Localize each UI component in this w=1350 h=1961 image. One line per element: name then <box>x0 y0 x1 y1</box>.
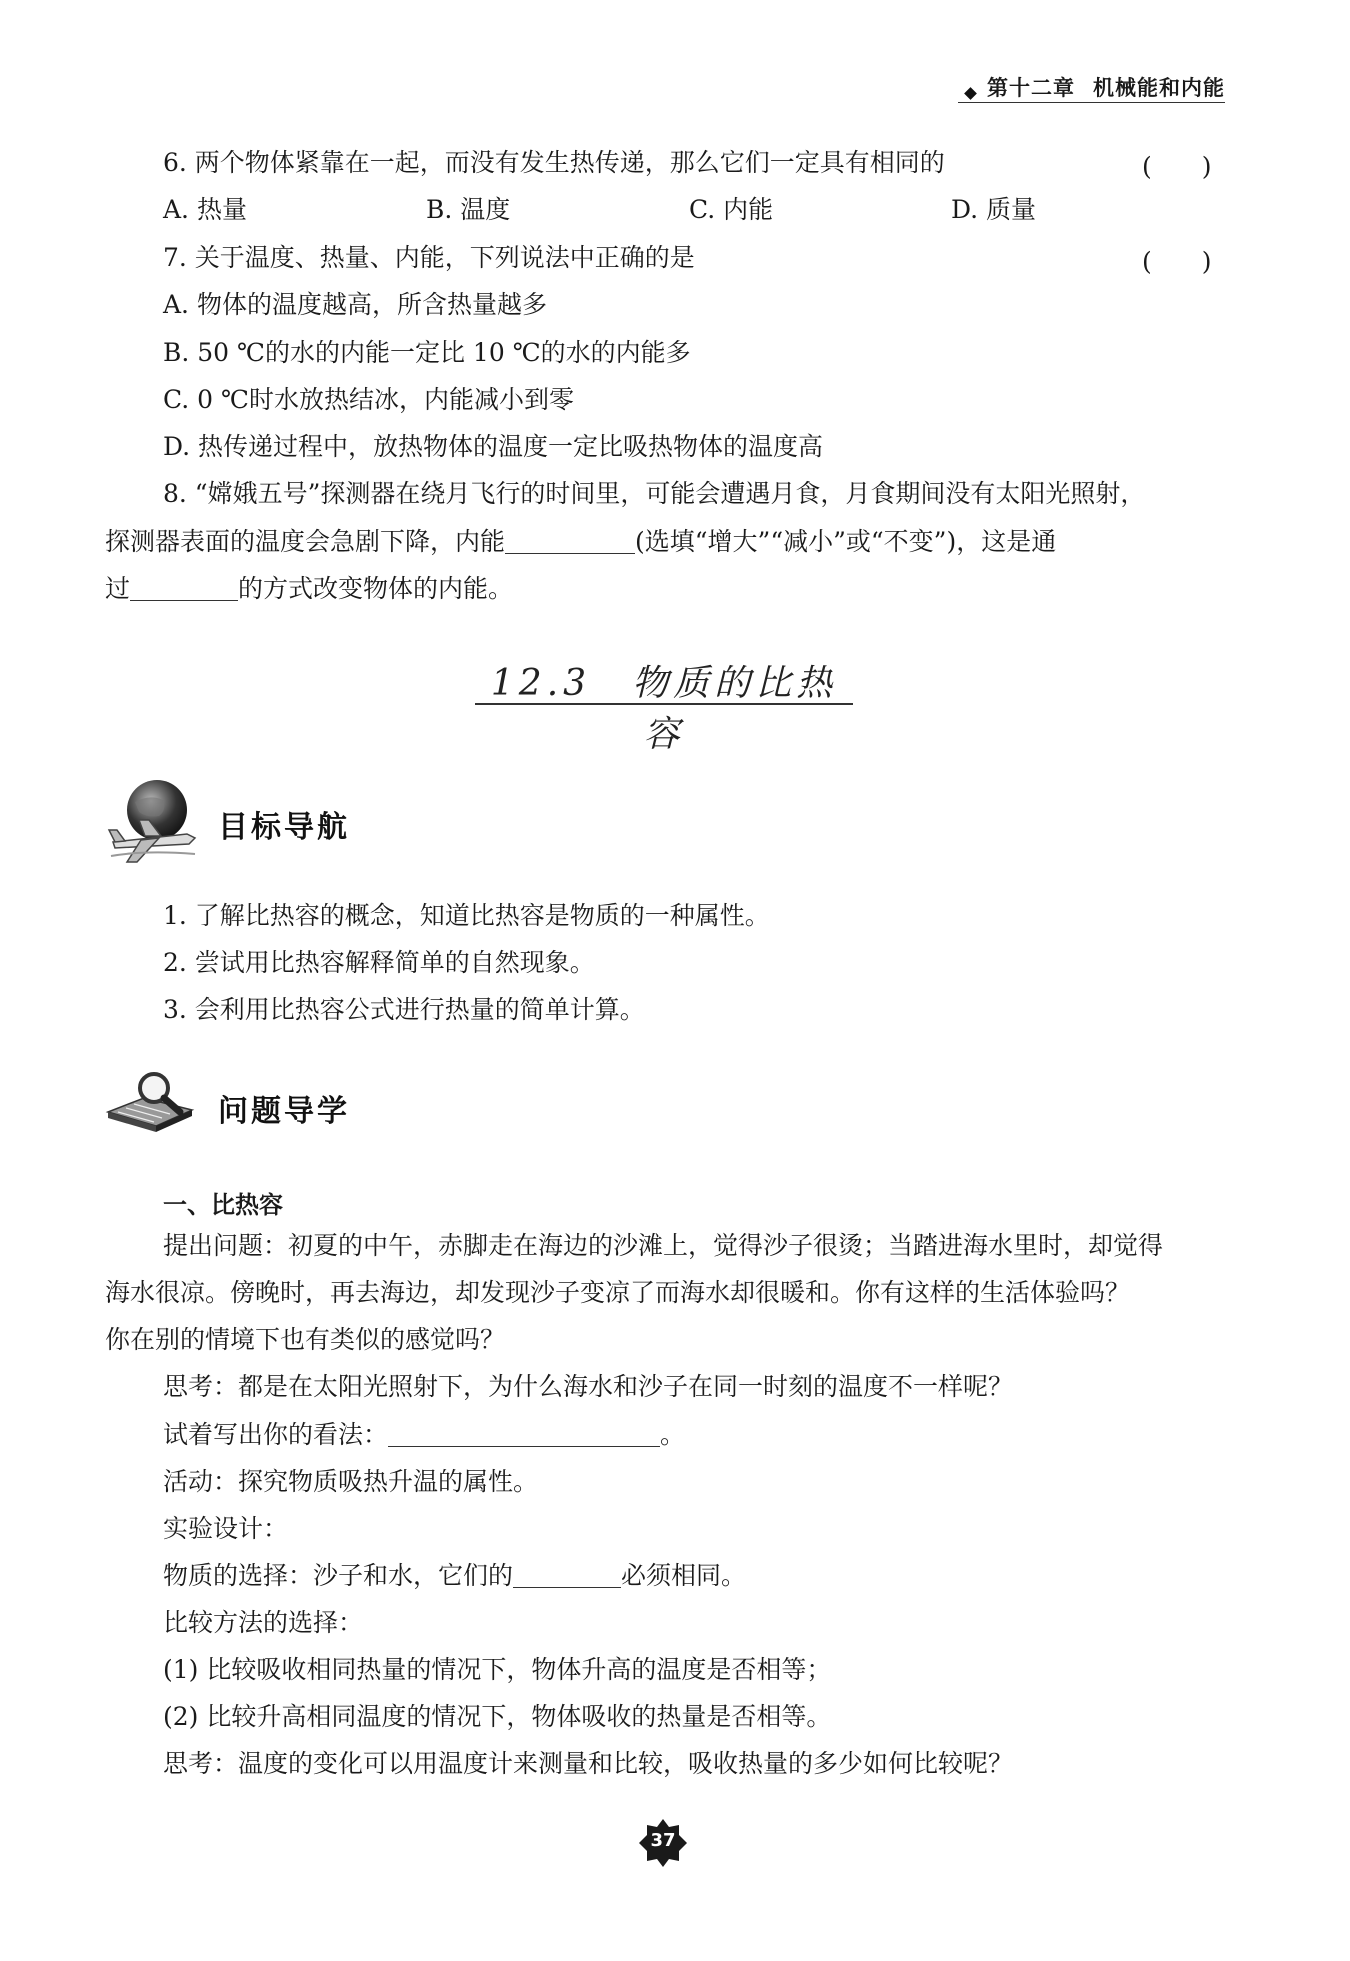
goal-item-2: 2. 尝试用比热容解释简单的自然现象。 <box>163 948 595 977</box>
method-2: (2) 比较升高相同温度的情况下，物体吸收的热量是否相等。 <box>163 1702 832 1731</box>
compare-line: 比较方法的选择： <box>163 1608 364 1637</box>
q8-line2 <box>105 526 1056 558</box>
method-1: (1) 比较吸收相同热量的情况下，物体升高的温度是否相等； <box>163 1655 832 1684</box>
q8-blank-1[interactable] <box>505 527 635 554</box>
activity-line: 活动：探究物质吸热升温的属性。 <box>163 1467 539 1496</box>
globe-airplane-icon <box>105 776 200 872</box>
q8-line2-text-a: 探测器表面的温度会急剧下降，内能 <box>105 527 506 556</box>
subsection-heading: 一、比热容 <box>163 1191 283 1219</box>
header-title: 机械能和内能 <box>1093 76 1225 100</box>
q6-option-d: D. 质量 <box>951 195 1037 224</box>
material-line <box>163 1560 746 1592</box>
q6-option-c: C. 内能 <box>689 195 774 224</box>
think-2: 思考：温度的变化可以用温度计来测量和比较，吸收热量的多少如何比较呢？ <box>163 1749 1014 1778</box>
material-text-b: 必须相同。 <box>621 1561 747 1590</box>
page-number: 37 <box>650 1830 676 1851</box>
q6-answer-paren: ( ) <box>1142 152 1212 181</box>
q7-option-c: C. 0 ℃时水放热结冰，内能减小到零 <box>163 385 574 414</box>
q7-option-a: A. 物体的温度越高，所含热量越多 <box>163 290 547 319</box>
q8-line3 <box>105 573 513 605</box>
question-para-line1: 提出问题：初夏的中午，赤脚走在海边的沙滩上，觉得沙子很烫；当踏进海水里时，却觉得 <box>163 1231 1164 1260</box>
q7-answer-paren: ( ) <box>1142 247 1212 276</box>
question-para-line3: 你在别的情境下也有类似的感觉吗？ <box>105 1325 506 1354</box>
try-write-label: 试着写出你的看法： <box>163 1420 389 1449</box>
q8-line1: 8. “嫦娥五号”探测器在绕月飞行的时间里，可能会遭遇月食，月食期间没有太阳光照射， <box>163 479 1146 508</box>
section-title: 12.3 物质的比热容 <box>490 663 838 755</box>
q6-stem: 6. 两个物体紧靠在一起，而没有发生热传递，那么它们一定具有相同的 <box>163 148 945 177</box>
header-rule <box>958 102 1225 103</box>
q8-line3-text-a: 过 <box>105 574 131 603</box>
opinion-blank[interactable] <box>388 1420 660 1447</box>
guide-heading: 问题导学 <box>218 1094 350 1129</box>
goal-item-1: 1. 了解比热容的概念，知道比热容是物质的一种属性。 <box>163 901 770 930</box>
q6-option-a: A. 热量 <box>163 195 247 224</box>
section-title-underline <box>475 703 853 705</box>
diamond-icon <box>964 87 977 100</box>
magnifier-keyboard-icon <box>104 1070 199 1136</box>
q8-line3-text-b: 的方式改变物体的内能。 <box>238 574 514 603</box>
q8-blank-2[interactable] <box>130 574 238 601</box>
q6-option-b: B. 温度 <box>426 195 511 224</box>
header-chapter: 第十二章 <box>987 76 1075 100</box>
material-blank[interactable] <box>513 1561 621 1588</box>
material-text-a: 物质的选择：沙子和水，它们的 <box>163 1561 514 1590</box>
q7-option-d: D. 热传递过程中，放热物体的温度一定比吸热物体的温度高 <box>163 432 824 461</box>
q7-stem: 7. 关于温度、热量、内能，下列说法中正确的是 <box>163 243 695 272</box>
think-1: 思考：都是在太阳光照射下，为什么海水和沙子在同一时刻的温度不一样呢？ <box>163 1372 1014 1401</box>
q8-line2-text-b: (选填“增大”“减小”或“不变”)，这是通 <box>635 527 1057 556</box>
q7-option-b: B. 50 ℃的水的内能一定比 10 ℃的水的内能多 <box>163 338 691 367</box>
running-header <box>966 72 1225 102</box>
try-write-end: 。 <box>660 1420 686 1449</box>
goals-heading: 目标导航 <box>218 810 350 845</box>
design-line: 实验设计： <box>163 1514 289 1543</box>
question-para-line2: 海水很凉。傍晚时，再去海边，却发现沙子变凉了而海水却很暖和。你有这样的生活体验吗？ <box>105 1278 1131 1307</box>
try-write-line <box>163 1419 685 1451</box>
goal-item-3: 3. 会利用比热容公式进行热量的简单计算。 <box>163 995 645 1024</box>
